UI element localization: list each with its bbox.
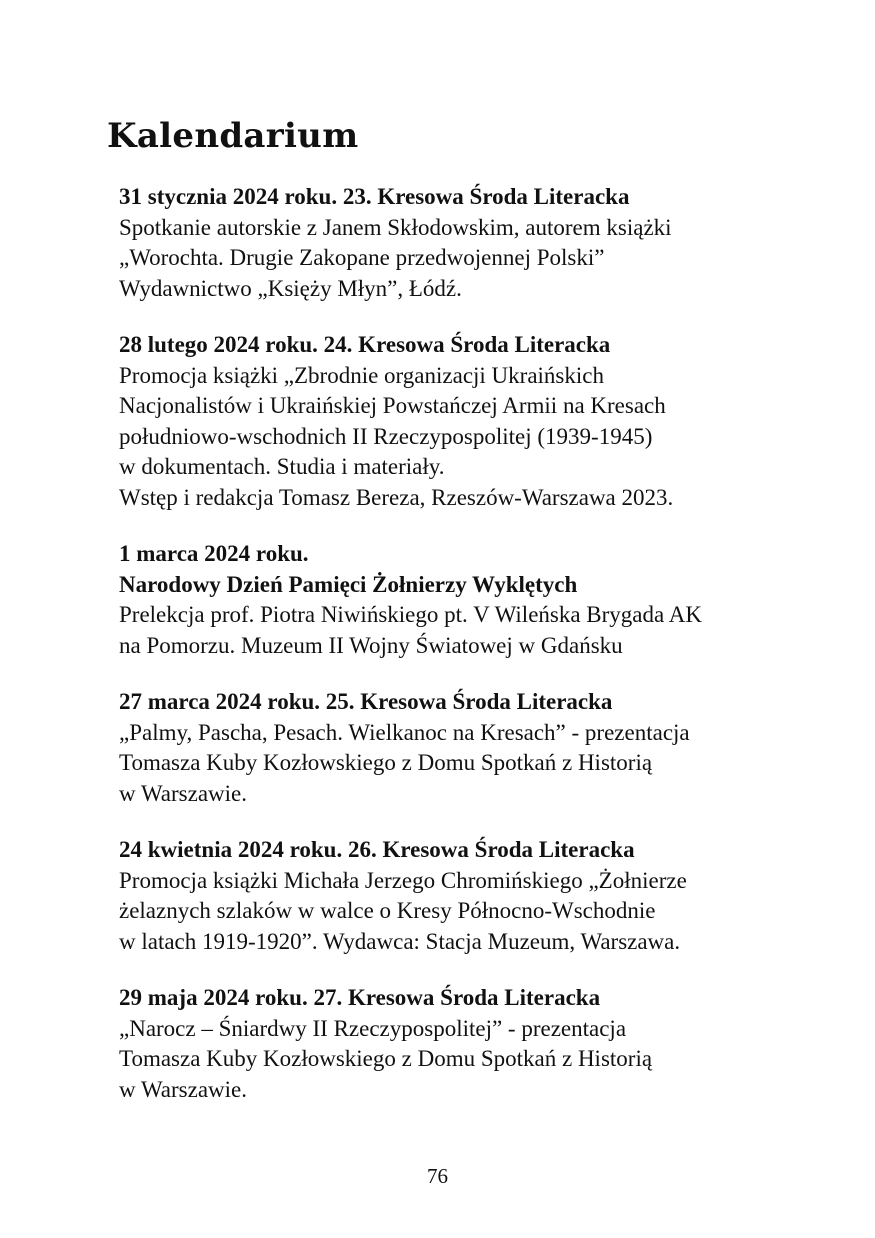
entry-heading: 24 kwietnia 2024 roku. 26. Kresowa Środa Literacka (119, 837, 635, 862)
entry-heading: 1 marca 2024 roku. (119, 541, 309, 566)
entry-text-line: w Warszawie. (119, 1076, 248, 1102)
entry-text-line: w latach 1919-1920”. Wydawca: Stacja Muzeum, Warszawa. (119, 928, 681, 954)
entry-text-line: „Palmy, Pascha, Pesach. Wielkanoc na Kresach” - prezentacja (119, 719, 690, 745)
entry-text-line: Wstęp i redakcja Tomasz Bereza, Rzeszów-Warszawa 2023. (119, 484, 674, 510)
entry-text-line: „Narocz – Śniardwy II Rzeczypospolitej” - prezentacja (119, 1015, 627, 1041)
entry-text-line: w dokumentach. Studia i materiały. (119, 454, 445, 479)
page-number: 76 (427, 1164, 448, 1188)
entry-heading: 27 marca 2024 roku. 25. Kresowa Środa Literacka (119, 689, 613, 714)
entry-text-line: „Worochta. Drugie Zakopane przedwojennej Polski” (119, 245, 605, 270)
entry-heading: Narodowy Dzień Pamięci Żołnierzy Wyklętych (119, 571, 578, 597)
entry-heading: 28 lutego 2024 roku. 24. Kresowa Środa Literacka (119, 332, 611, 357)
calendar-entry (119, 983, 849, 1105)
calendar-entry (119, 182, 849, 304)
calendar-entry (119, 835, 849, 957)
calendar-entry (119, 539, 849, 661)
entry-text-line: Promocja książki Michała Jerzego Chromińskiego „Żołnierze (119, 867, 687, 893)
entry-text-line: Tomasza Kuby Kozłowskiego z Domu Spotkań z Historią (119, 1046, 653, 1071)
entry-text-line: Nacjonalistów i Ukraińskiej Powstańczej Armii na Kresach (119, 393, 666, 418)
entry-text-line: żelaznych szlaków w walce o Kresy Północno-Wschodnie (119, 898, 656, 923)
entry-text-line: Spotkanie autorskie z Janem Skłodowskim, autorem książki (119, 214, 672, 240)
entry-heading: 29 maja 2024 roku. 27. Kresowa Środa Literacka (119, 985, 601, 1010)
entry-text-line: w Warszawie. (119, 780, 248, 806)
entry-text-line: Prelekcja prof. Piotra Niwińskiego pt. V Wileńska Brygada AK (119, 602, 702, 627)
entry-heading: 31 stycznia 2024 roku. 23. Kresowa Środa Literacka (119, 184, 630, 209)
calendar-entry (119, 687, 849, 809)
entry-text-line: Promocja książki „Zbrodnie organizacji Ukraińskich (119, 362, 604, 388)
entry-text-line: Tomasza Kuby Kozłowskiego z Domu Spotkań z Historią (119, 750, 653, 775)
entry-text-line: południowo-wschodnich II Rzeczypospolitej (1939-1945) (119, 423, 653, 449)
calendar-entry (119, 330, 849, 513)
entry-text-line: Wydawnictwo „Księży Młyn”, Łódź. (119, 275, 462, 301)
entry-text-line: na Pomorzu. Muzeum II Wojny Światowej w Gdańsku (119, 632, 623, 658)
page-title: Kalendarium (107, 116, 359, 156)
calendar-entries (119, 182, 849, 1131)
